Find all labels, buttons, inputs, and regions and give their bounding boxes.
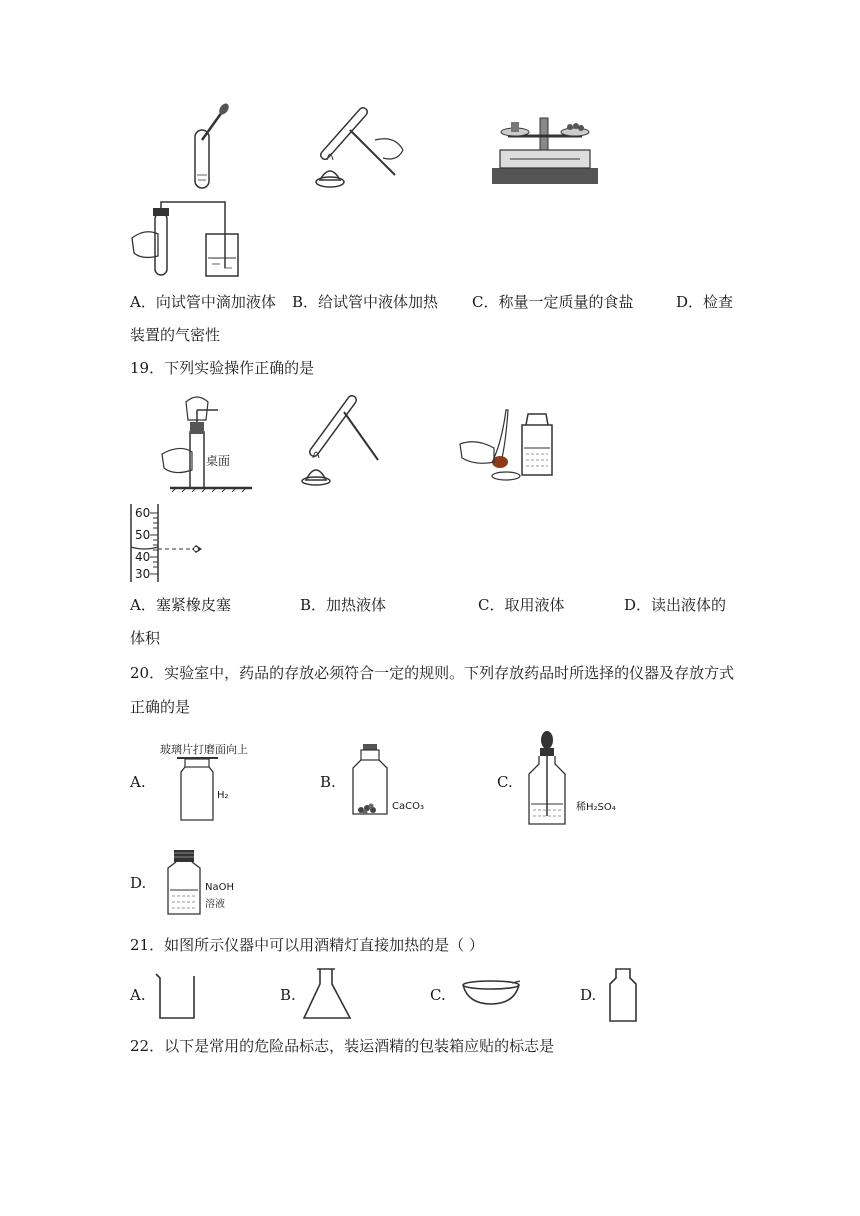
q19-scale-tick-60: 60 bbox=[135, 506, 151, 520]
q21-label-b: B. bbox=[280, 986, 296, 1004]
q19-option-d: D．读出液体的 bbox=[624, 596, 727, 614]
q19-scale-tick-30: 30 bbox=[135, 567, 151, 581]
q20-fig-a-chem: H₂ bbox=[217, 790, 229, 801]
q18-option-a: A．向试管中滴加液体 bbox=[130, 293, 276, 311]
q18-option-b: B．给试管中液体加热 bbox=[292, 293, 439, 311]
q20-figure-b-solid-bottle bbox=[345, 742, 395, 817]
q18-figure-a-dropper-into-tube bbox=[180, 100, 240, 195]
q19-option-b: B．加热液体 bbox=[300, 596, 387, 614]
q18-option-c: C．称量一定质量的食盐 bbox=[472, 293, 634, 311]
q19-scale-tick-40: 40 bbox=[135, 550, 151, 564]
q20-fig-a-caption: 玻璃片打磨面向上 bbox=[160, 743, 248, 756]
q20-fig-b-chem: CaCO₃ bbox=[392, 801, 424, 812]
q20-figure-a-gas-bottle bbox=[175, 756, 220, 824]
q18-option-d: D．检查 bbox=[676, 293, 734, 311]
q18-option-d-continued: 装置的气密性 bbox=[130, 326, 221, 344]
q18-figure-c-balance bbox=[490, 110, 600, 188]
q19-figure-a-stopper bbox=[160, 392, 260, 492]
q20-label-c: C. bbox=[497, 773, 513, 791]
q20-fig-d-chem-line-2: 溶液 bbox=[205, 899, 225, 910]
q20-fig-d-chem-line-1: NaOH bbox=[205, 882, 234, 893]
q19-figure-b-heating-liquid bbox=[292, 392, 387, 487]
q20-figure-d-naoh-bottle bbox=[164, 848, 206, 916]
q19-option-a: A．塞紧橡皮塞 bbox=[130, 596, 231, 614]
q21-label-d: D. bbox=[580, 986, 597, 1004]
q20-label-d: D. bbox=[130, 874, 147, 892]
q20-fig-c-chem: 稀H₂SO₄ bbox=[576, 802, 616, 813]
q21-figure-d-reagent-bottle bbox=[606, 966, 640, 1024]
q21-label-c: C. bbox=[430, 986, 446, 1004]
q21-stem: 21．如图所示仪器中可以用酒精灯直接加热的是（ ） bbox=[130, 936, 484, 954]
q19-option-d-continued: 体积 bbox=[130, 629, 161, 647]
q20-figure-c-dropper-bottle bbox=[525, 728, 575, 828]
q18-figure-b-heating-tube bbox=[305, 100, 410, 190]
q19-figure-c-taking-liquid bbox=[458, 400, 563, 488]
q20-label-b: B. bbox=[320, 773, 336, 791]
q19-stem: 19．下列实验操作正确的是 bbox=[130, 359, 315, 377]
q21-figure-b-conical-flask bbox=[300, 966, 354, 1022]
q19-option-c: C．取用液体 bbox=[478, 596, 565, 614]
q20-stem-line-1: 20．实验室中，药品的存放必须符合一定的规则。下列存放药品时所选择的仪器及存放方式 bbox=[130, 664, 735, 682]
q21-figure-a-beaker bbox=[152, 970, 200, 1022]
q18-figure-d-airtightness-check bbox=[130, 198, 245, 280]
q19-scale-tick-50: 50 bbox=[135, 528, 151, 542]
q20-stem-line-2: 正确的是 bbox=[130, 698, 191, 716]
q22-stem: 22．以下是常用的危险品标志，装运酒精的包装箱应贴的标志是 bbox=[130, 1037, 555, 1055]
q21-label-a: A. bbox=[130, 986, 146, 1004]
q19-desk-label: 桌面 bbox=[206, 454, 231, 468]
q20-label-a: A. bbox=[130, 773, 146, 791]
q21-figure-c-evaporating-dish bbox=[460, 978, 522, 1008]
